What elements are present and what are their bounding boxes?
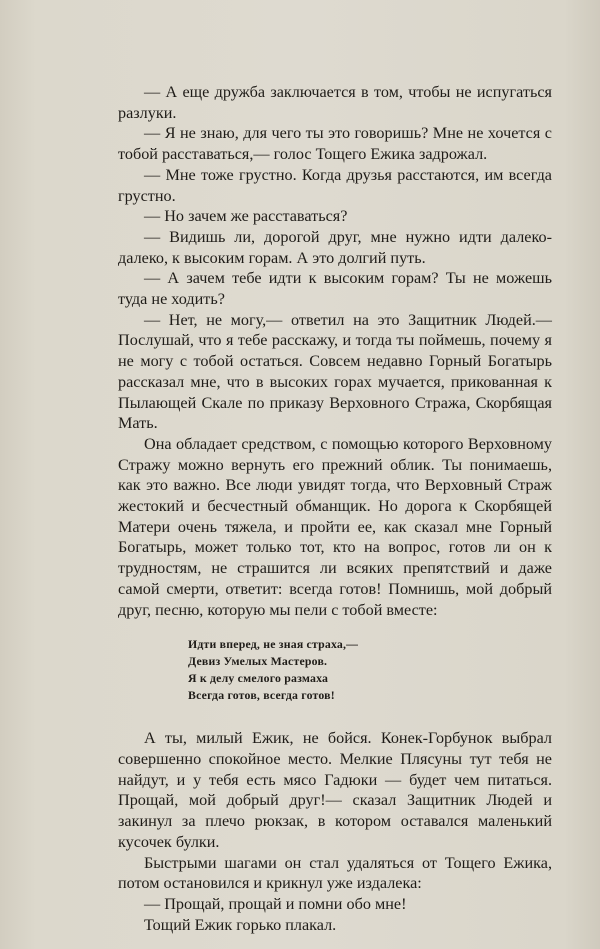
paragraph: — Я не знаю, для чего ты это говоришь? Мне не хочется с тобой расставаться,— голос Тощего Ежика задрожал. (118, 124, 552, 164)
paragraph: Она обладает средством, с помощью которого Верховному Стражу можно вернуть его прежний облик. Ты понимаешь, как это важно. Все люди увидят тогда, что Верховный Страж жестокий и бесчестный обманщик. Но дорога к Скорбящей Матери очень тяжела, и пройти ее, как сказал мне Горный Богатырь, может только тот, кто на вопрос, готов ли он к трудностям, не страшится ли всяких препятствий и даже самой смерти, ответит: всегда готов! Помнишь, мой добрый друг, песню, которую мы пели с тобой вместе: (118, 434, 552, 619)
page-text (118, 82, 552, 935)
verse-line: Идти вперед, не зная страха,— (188, 637, 359, 652)
verse-line: Я к делу смелого размаха (188, 671, 329, 686)
verse-line: Всегда готов, всегда готов! (188, 688, 335, 703)
paragraph: Быстрыми шагами он стал удаляться от Тощего Ежика, потом остановился и крикнул уже издалека: (118, 853, 552, 893)
paragraph: — Прощай, прощай и помни обо мне! (144, 894, 407, 913)
verse-line: Девиз Умелых Мастеров. (188, 654, 328, 669)
paragraph: — Но зачем же расставаться? (144, 207, 348, 226)
paragraph: Тощий Ежик горько плакал. (144, 915, 337, 934)
paragraph: — Мне тоже грустно. Когда друзья расстаются, им всегда грустно. (118, 165, 552, 205)
paragraph: А ты, милый Ежик, не бойся. Конек-Горбунок выбрал совершенно спокойное место. Мелкие Плясуны тут тебя не найдут, и у тебя есть мясо Гадюки — будет чем питаться. Прощай, мой добрый друг!— сказал Защитник Людей и закинул за плечо рюкзак, в котором оставался маленький кусочек булки. (118, 729, 552, 851)
paragraph: — Нет, не могу,— ответил на это Защитник Людей.— Послушай, что я тебе расскажу, и тогда ты поймешь, почему я не могу с тобой остаться. Совсем недавно Горный Богатырь рассказал мне, что в высоких горах мучается, прикованная к Пылающей Скале по приказу Верховного Стража, Скорбящая Мать. (118, 310, 552, 433)
paragraph: — А зачем тебе идти к высоким горам? Ты не можешь туда не ходить? (118, 269, 552, 309)
paragraph: — Видишь ли, дорогой друг, мне нужно идти далеко-далеко, к высоким горам. А это долгий путь. (118, 227, 552, 267)
song-verse (188, 636, 552, 704)
paragraph: — А еще дружба заключается в том, чтобы не испугаться разлуки. (118, 83, 552, 122)
